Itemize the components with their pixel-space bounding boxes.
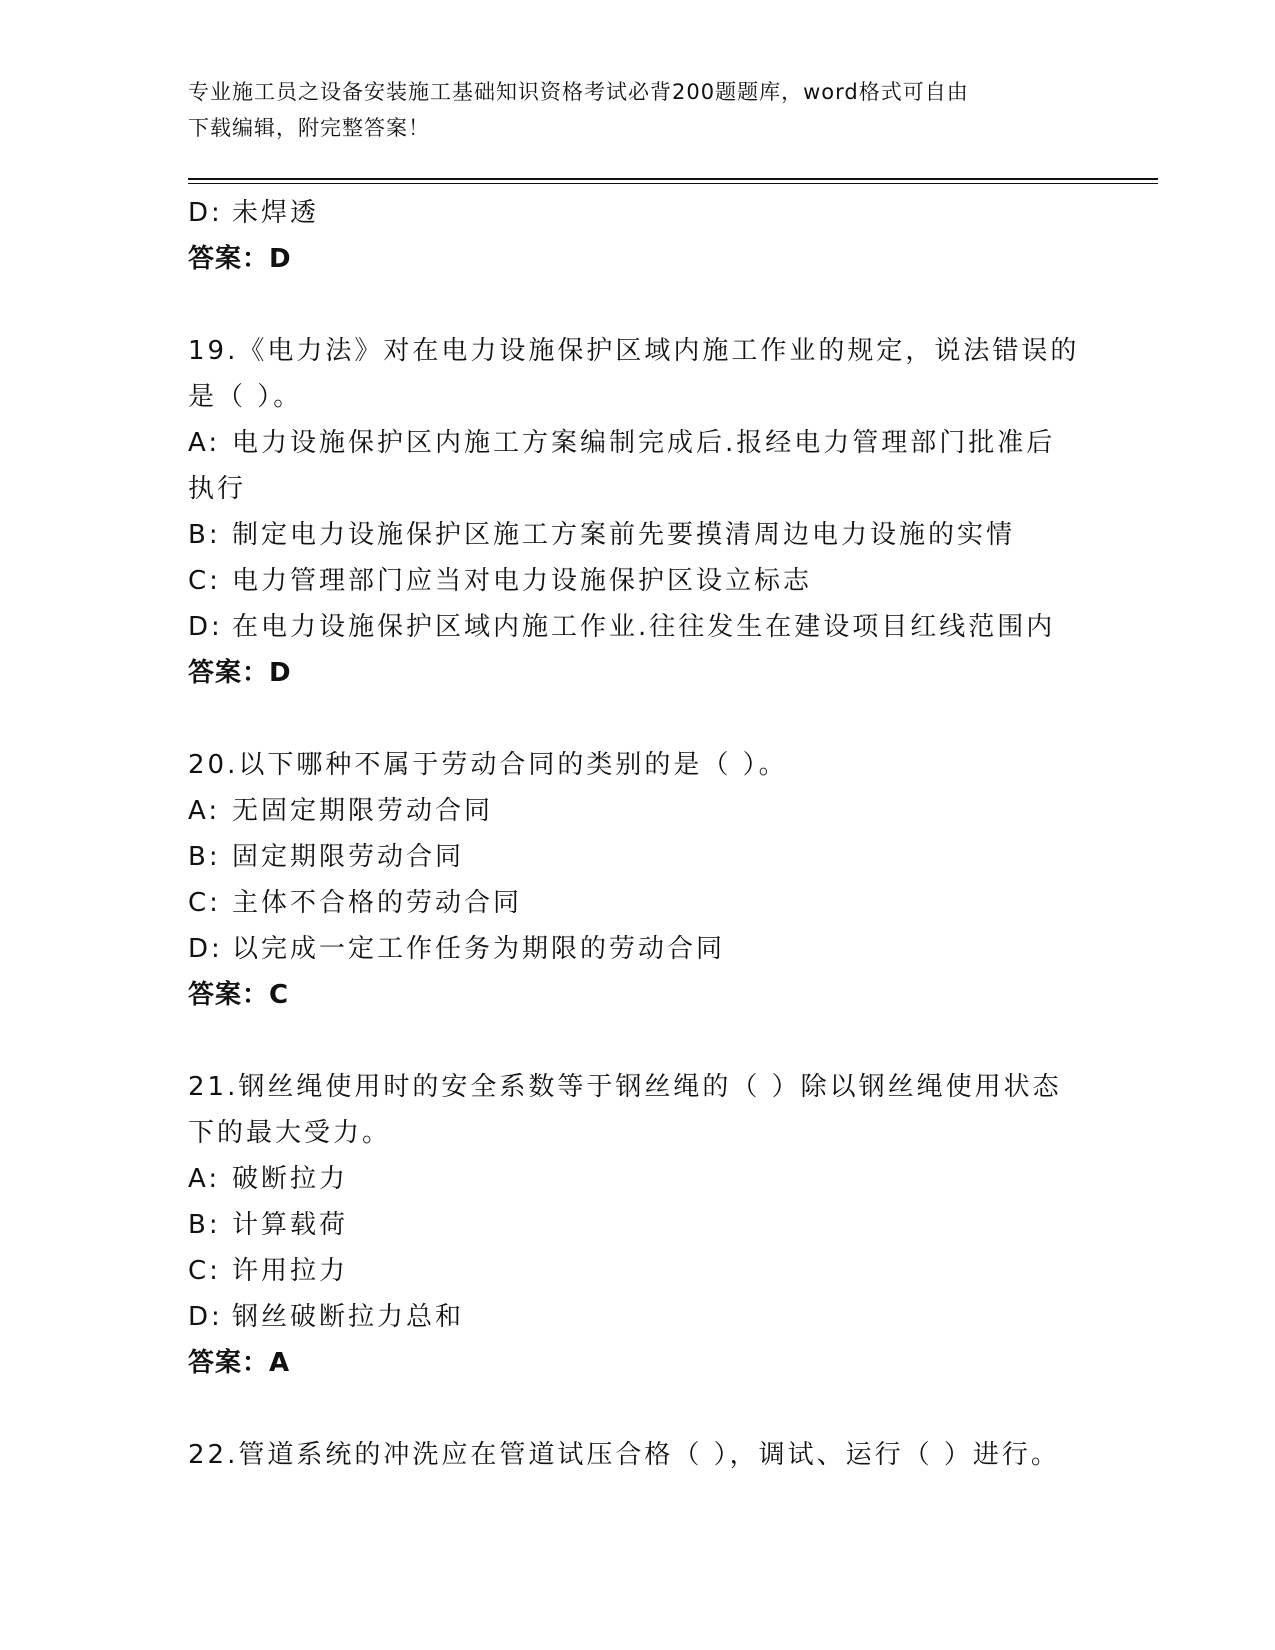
option-label: B: (188, 842, 221, 872)
option-d (188, 926, 1088, 972)
option-text: 电力管理部门应当对电力设施保护区设立标志 (232, 566, 813, 596)
option-text: 破断拉力 (232, 1164, 349, 1194)
question-stem-line: 19.《电力法》对在电力设施保护区域内施工作业的规定，说法错误的 (188, 336, 1080, 366)
prev-answer: 答案：D (188, 244, 292, 274)
header-line-1: 专业施工员之设备安装施工基础知识资格考试必背200题题库，word格式可自由 (188, 80, 969, 104)
option-a (188, 420, 1088, 466)
option-label: C: (188, 1256, 221, 1286)
option-b (188, 1202, 1088, 1248)
option-label: A: (188, 796, 221, 826)
option-d (188, 1294, 1088, 1340)
option-text: 主体不合格的劳动合同 (232, 888, 523, 918)
option-label: D: (188, 612, 223, 642)
header-rule-thin (188, 183, 1158, 184)
option-label: D: (188, 934, 223, 964)
question-stem-line: 22.管道系统的冲洗应在管道试压合格（ ），调试、运行（ ）进行。 (188, 1440, 1060, 1470)
option-text: 在电力设施保护区域内施工作业.往往发生在建设项目红线范围内 (232, 612, 1056, 642)
question-list (188, 190, 1088, 1478)
option-c (188, 558, 1088, 604)
option-text: 计算载荷 (232, 1210, 349, 1240)
question-20 (188, 742, 1088, 1018)
option-c (188, 1248, 1088, 1294)
question-22 (188, 1432, 1088, 1478)
question-19 (188, 328, 1088, 696)
question-stem-line: 下的最大受力。 (188, 1118, 392, 1148)
option-text: 制定电力设施保护区施工方案前先要摸清周边电力设施的实情 (232, 520, 1016, 550)
option-a (188, 788, 1088, 834)
option-d (188, 604, 1088, 650)
header-line-2: 下载编辑，附完整答案！ (188, 116, 430, 140)
option-label: C: (188, 888, 221, 918)
answer: 答案：A (188, 1348, 291, 1378)
option-text: 固定期限劳动合同 (232, 842, 465, 872)
option-label: D: (188, 198, 223, 228)
header-rule-thick (188, 178, 1158, 180)
option-b (188, 512, 1088, 558)
answer: 答案：D (188, 658, 292, 688)
question-stem-line: 是（ ）。 (188, 382, 303, 412)
option-c (188, 880, 1088, 926)
option-label: B: (188, 1210, 221, 1240)
answer: 答案：C (188, 980, 290, 1010)
spacer (188, 282, 1088, 328)
question-stem-line: 20.以下哪种不属于劳动合同的类别的是（ ）。 (188, 750, 788, 780)
option-text: 钢丝破断拉力总和 (232, 1302, 465, 1332)
option-label: C: (188, 566, 221, 596)
question-21 (188, 1064, 1088, 1386)
option-a (188, 1156, 1088, 1202)
option-label: B: (188, 520, 221, 550)
spacer (188, 1018, 1088, 1064)
question-stem-line: 21.钢丝绳使用时的安全系数等于钢丝绳的（ ）除以钢丝绳使用状态 (188, 1072, 1062, 1102)
option-label: A: (188, 428, 221, 458)
option-text: 电力设施保护区内施工方案编制完成后.报经电力管理部门批准后 (232, 428, 1056, 458)
spacer (188, 1386, 1088, 1432)
option-a-continued: 执行 (188, 474, 247, 504)
option-text: 许用拉力 (232, 1256, 349, 1286)
option-label: A: (188, 1164, 221, 1194)
prev-option-d (188, 190, 1088, 236)
option-label: D: (188, 1302, 223, 1332)
option-text: 以完成一定工作任务为期限的劳动合同 (232, 934, 726, 964)
document-header (188, 74, 1088, 146)
option-text: 无固定期限劳动合同 (232, 796, 494, 826)
spacer (188, 696, 1088, 742)
option-b (188, 834, 1088, 880)
option-text: 未焊透 (232, 198, 320, 228)
